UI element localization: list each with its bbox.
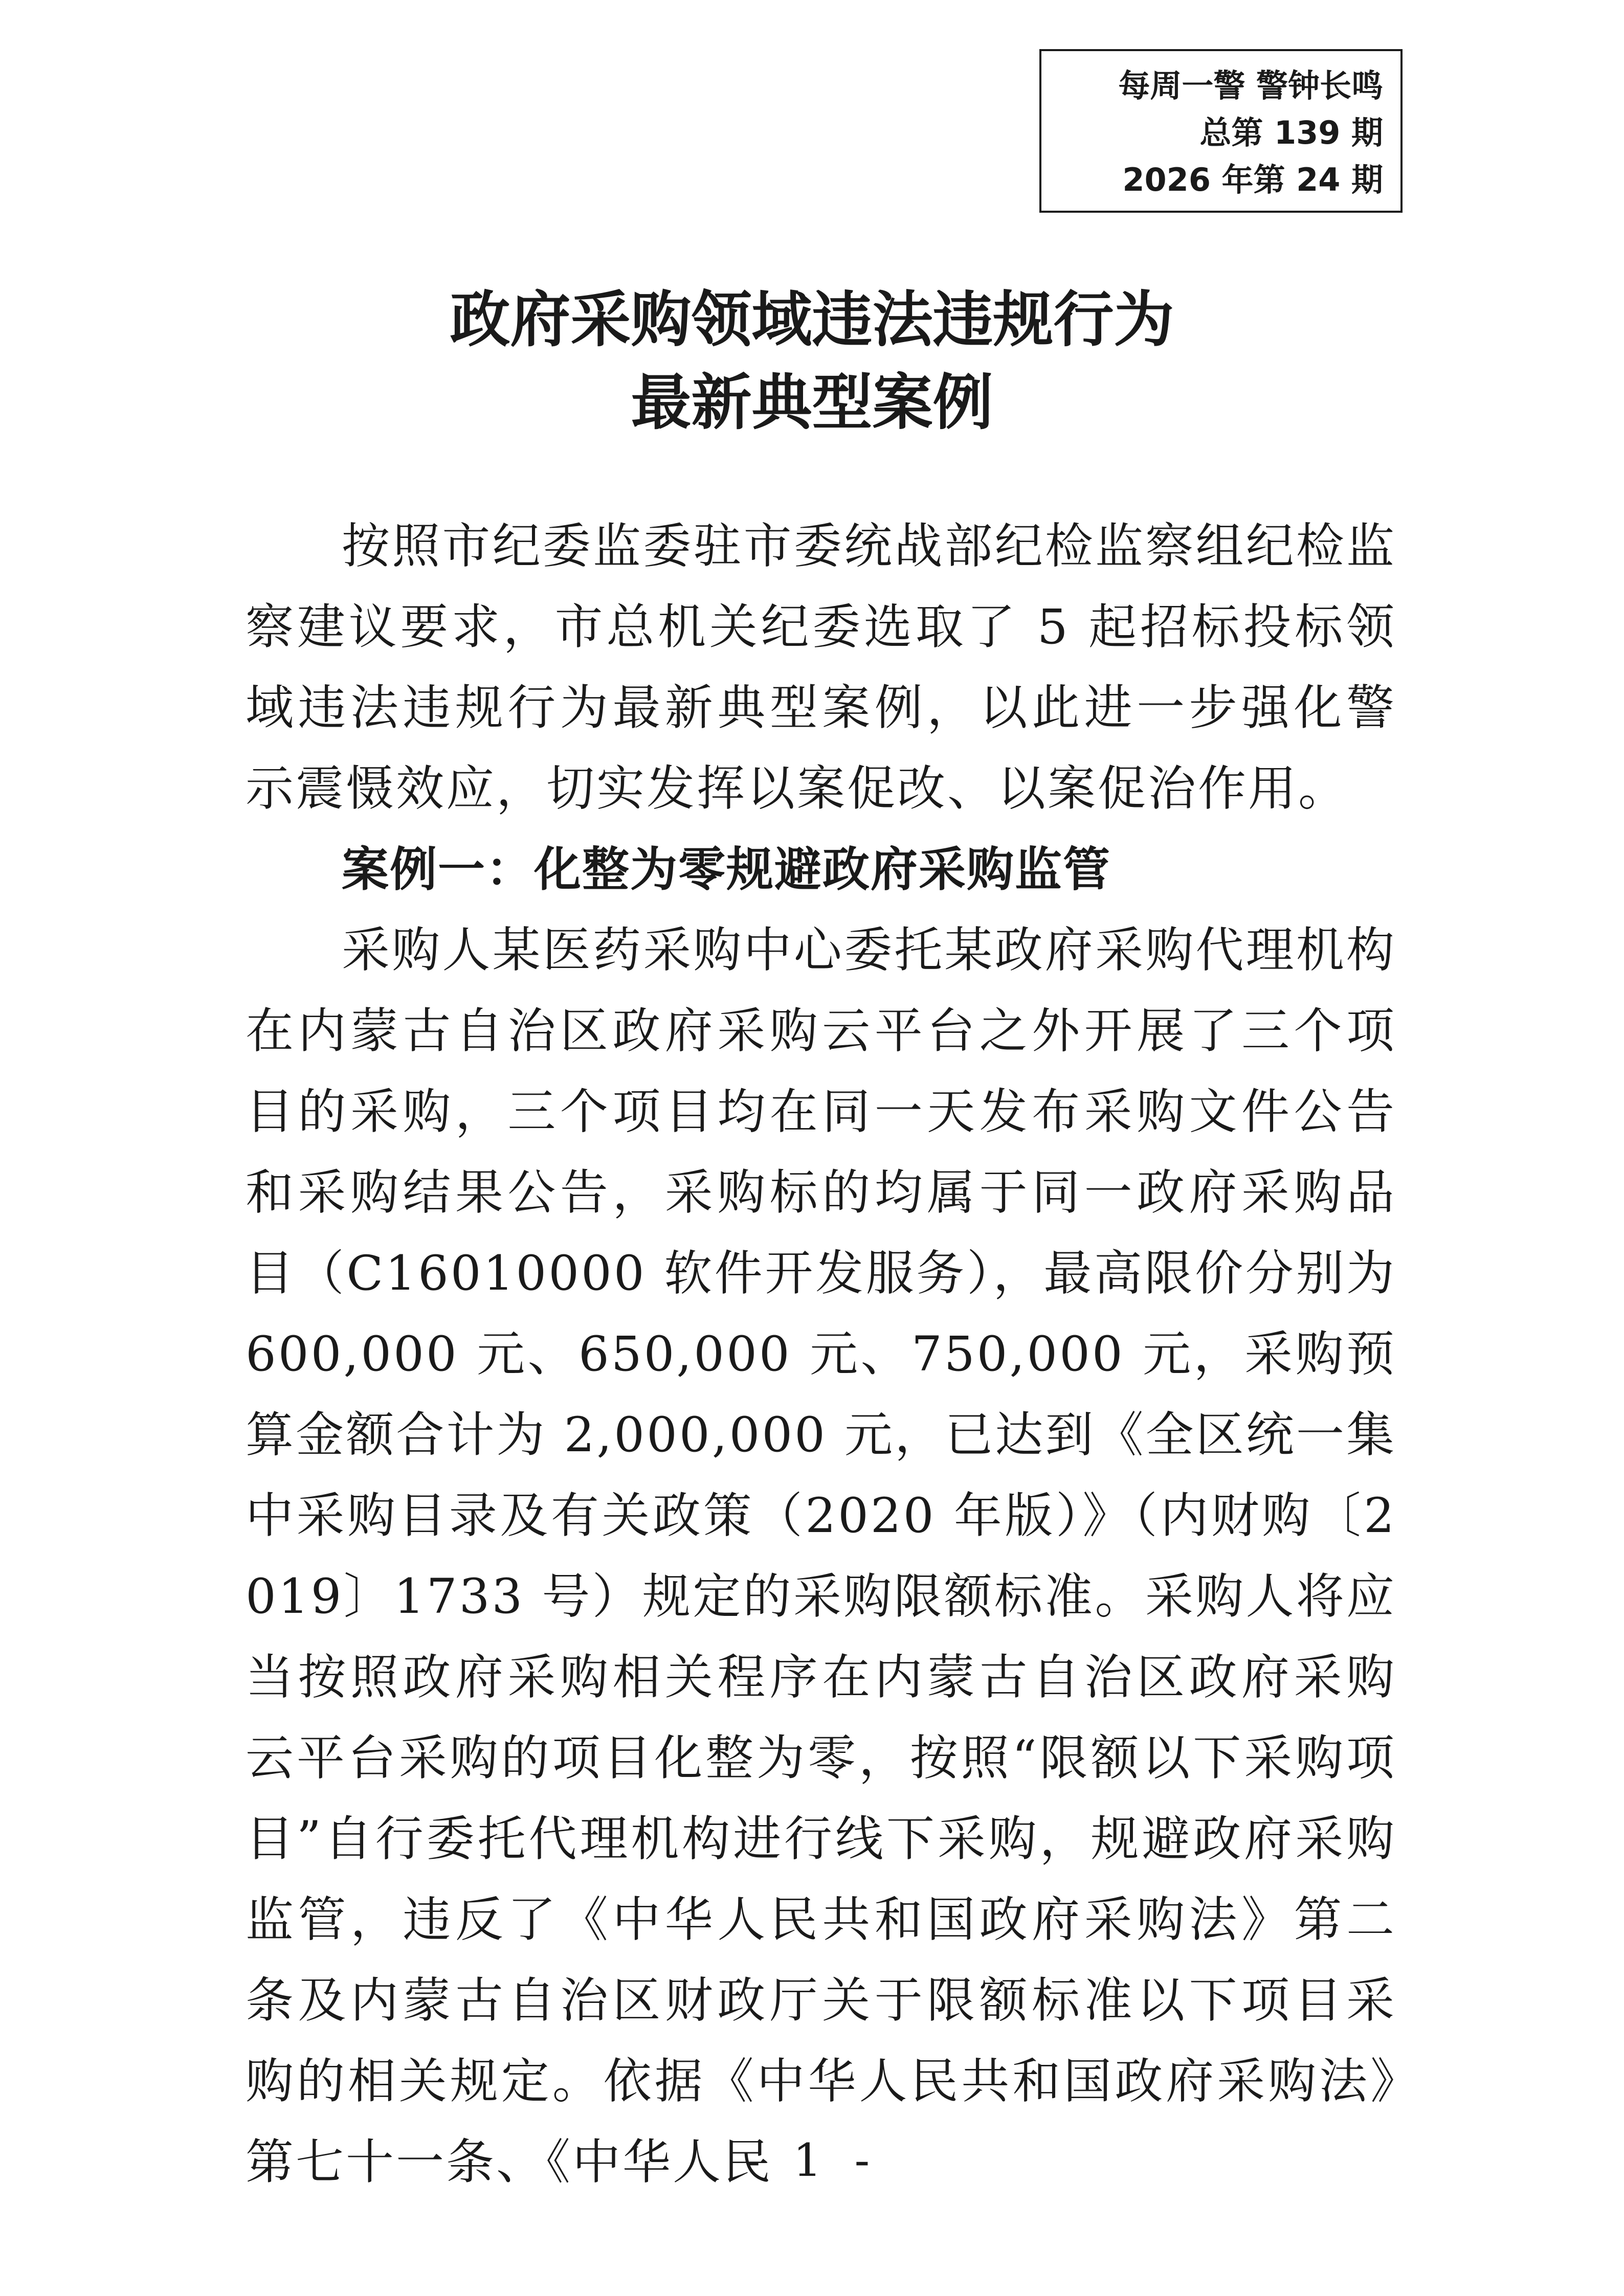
series-slogan: 每周一警 警钟长鸣 — [1118, 67, 1383, 104]
year-issue-number: 2026 年第 24 期 — [1122, 161, 1383, 198]
document-body — [246, 506, 1396, 2203]
issue-info-box — [1039, 49, 1403, 213]
intro-paragraph: 按照市纪委监委驻市委统战部纪检监察组纪检监察建议要求，市总机关纪委选取了 5 起招标投标领域违法违规行为最新典型案例，以此进一步强化警示震慑效应，切实发挥以案促改、以案促治作用。 — [246, 519, 1396, 817]
document-title-line-2: 最新典型案例 — [631, 367, 993, 438]
case-1-heading: 案例一：化整为零规避政府采购监管 — [342, 842, 1111, 897]
page-number: - 1 - — [745, 2134, 879, 2187]
case-1-paragraph: 采购人某医药采购中心委托某政府采购代理机构在内蒙古自治区政府采购云平台之外开展了三个项目的采购，三个项目均在同一天发布采购文件公告和采购结果公告，采购标的均属于同一政府采购品目（C16010000 软件开发服务），最高限价分别为 600,000 元、650,000 元、750,000 元，采购预算金额合计为 2,000,000 元，已达到《全区统一集中采购目录及有关政策（2020 年版）》（内财购〔2019〕1733 号）规定的采购限额标准。采购人将应当按照政府采购相关程序在内蒙古自治区政府采购云平台采购的项目化整为零，按照“限额以下采购项目”自行委托代理机构进行线下采购，规避政府采购监管，违反了《中华人民共和国政府采购法》第二条及内蒙古自治区财政厅关于限额标准以下项目采购的相关规定。依据《中华人民共和国政府采购法》第七十一条、《中华人民 — [246, 922, 1396, 2190]
total-issue-number: 总第 139 期 — [1199, 114, 1383, 151]
document-title-line-1: 政府采购领域违法违规行为 — [450, 284, 1174, 355]
